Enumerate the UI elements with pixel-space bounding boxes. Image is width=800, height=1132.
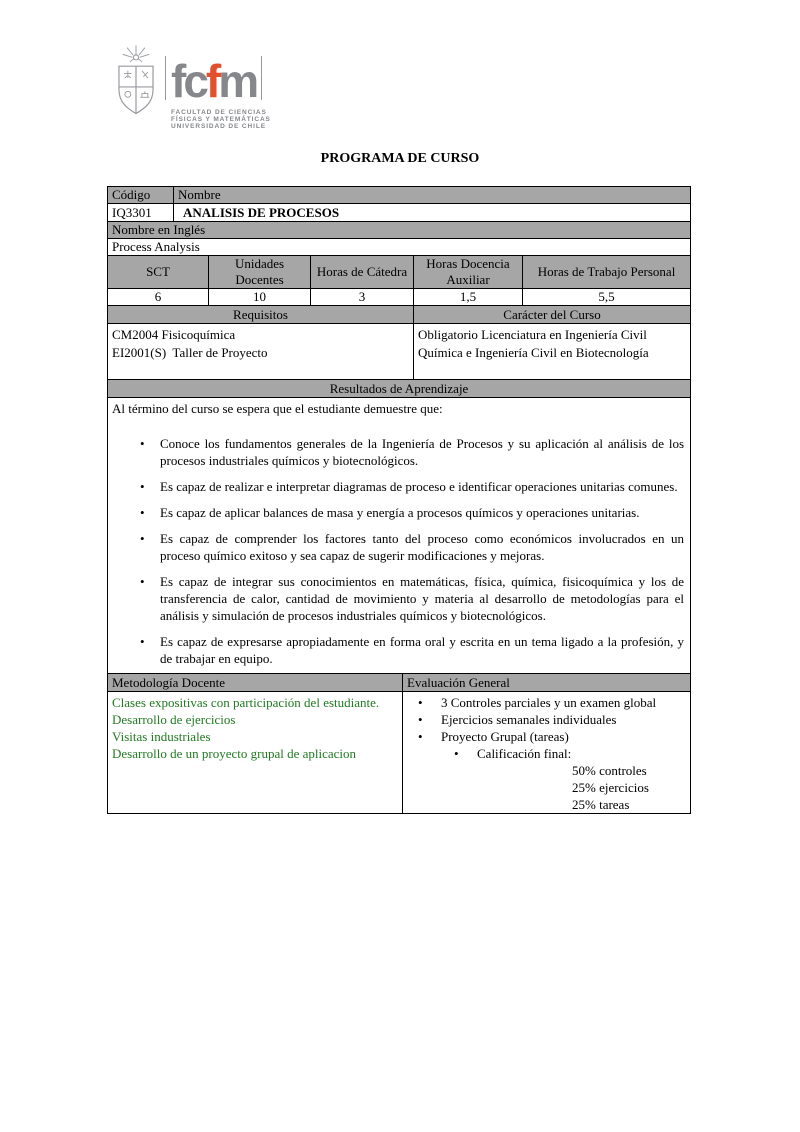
logo-right-rule <box>261 56 262 100</box>
table-row <box>108 239 691 256</box>
caracter-header-cell: Carácter del Curso <box>414 306 691 324</box>
table-row <box>108 380 691 398</box>
logo-wordmark <box>165 44 271 108</box>
wordmark-m: m <box>218 55 257 108</box>
sct-value-cell: 6 <box>108 289 209 306</box>
wordmark-fc: fc <box>171 55 206 108</box>
methodology-item-1: Clases expositivas con participación del estudiante. <box>112 695 380 710</box>
nombre-value-cell: ANALISIS DE PROCESOS <box>174 204 691 222</box>
page-title: PROGRAMA DE CURSO <box>320 151 480 166</box>
grade-breakdown-3: 25% tareas <box>572 797 630 812</box>
catedra-header-cell: Horas de Cátedra <box>311 256 414 289</box>
sct-header-cell: SCT <box>108 256 209 289</box>
trabajo-personal-value-cell: 5,5 <box>523 289 691 306</box>
table-row <box>108 398 691 674</box>
methodology-item-3: Visitas industriales <box>112 729 211 744</box>
table-row <box>108 204 691 222</box>
grade-breakdown-1: 50% controles <box>572 763 647 778</box>
table-row <box>108 256 691 289</box>
logo-subtitle-line2: FÍSICAS Y MATEMÁTICAS <box>171 116 271 124</box>
docencia-aux-header-cell: Horas Docencia Auxiliar <box>414 256 523 289</box>
document-content <box>107 186 690 814</box>
table-row <box>108 222 691 239</box>
requisitos-value-cell <box>108 324 414 380</box>
requisito-1: CM2004 Fisicoquímica <box>112 327 236 342</box>
codigo-header-cell: Código <box>108 187 174 204</box>
logo-subtitle-line1: FACULTAD DE CIENCIAS <box>171 109 267 116</box>
methodology-item-4: Desarrollo de un proyecto grupal de aplicacion <box>112 746 357 761</box>
catedra-value-cell: 3 <box>311 289 414 306</box>
table-row <box>108 306 691 324</box>
codigo-value-cell: IQ3301 <box>108 204 174 222</box>
nombre-ingles-value-cell: Process Analysis <box>108 239 691 256</box>
unidades-header-cell: Unidades Docentes <box>209 256 311 289</box>
resultados-content-cell <box>108 398 691 674</box>
methodology-evaluation-table <box>107 673 691 814</box>
docencia-aux-value-cell: 1,5 <box>414 289 523 306</box>
evaluation-bullet-2: • Ejercicios semanales individuales <box>407 711 686 728</box>
logo-text-block <box>165 44 271 130</box>
outcome-bullet-5: • Es capaz de integrar sus conocimientos en matemáticas, física, química, fisicoquímica y los de transferencia de calor, cantidad de movimiento y materia al desarrollo de metodologías para el análisis y simulación de procesos industriales químicos y biotecnológicos. <box>112 573 686 624</box>
evaluacion-content-cell <box>403 692 691 814</box>
evaluation-bullet-3: • Proyecto Grupal (tareas) <box>407 728 686 745</box>
table-row <box>108 324 691 380</box>
wordmark-f-orange: f <box>205 55 219 108</box>
outcome-bullet-6: • Es capaz de expresarse apropiadamente en forma oral y escrita en un tema ligado a la profesión, y de trabajar en equipo. <box>112 633 686 667</box>
outcomes-intro: Al término del curso se espera que el estudiante demuestre que: <box>112 401 443 416</box>
trabajo-personal-header-cell: Horas de Trabajo Personal <box>523 256 691 289</box>
metodologia-content-cell <box>108 692 403 814</box>
table-row <box>108 692 691 814</box>
caracter-value-cell: Obligatorio Licenciatura en Ingeniería Civil Química e Ingeniería Civil en Biotecnología <box>414 324 691 380</box>
methodology-item-2: Desarrollo de ejercicios <box>112 712 236 727</box>
unidades-value-cell: 10 <box>209 289 311 306</box>
requisitos-header-cell: Requisitos <box>108 306 414 324</box>
table-row <box>108 289 691 306</box>
logo-subtitle <box>165 109 271 130</box>
grade-breakdown-2: 25% ejercicios <box>572 780 649 795</box>
nombre-header-cell: Nombre <box>174 187 691 204</box>
outcome-bullet-4: • Es capaz de comprender los factores tanto del proceso como económicos involucrados en un proceso químico exitoso y sea capaz de sugerir modificaciones y mejoras. <box>112 530 686 564</box>
nombre-ingles-header-cell: Nombre en Inglés <box>108 222 691 239</box>
fcfm-logo <box>113 44 271 130</box>
metodologia-header-cell: Metodología Docente <box>108 674 403 692</box>
evaluation-bullet-1: • 3 Controles parciales y un examen global <box>407 694 686 711</box>
logo-subtitle-line3: UNIVERSIDAD DE CHILE <box>171 123 266 131</box>
table-row <box>108 187 691 204</box>
outcome-bullet-3: • Es capaz de aplicar balances de masa y energía a procesos químicos y operaciones unitarias. <box>112 504 686 521</box>
outcome-bullet-2: • Es capaz de realizar e interpretar diagramas de proceso e identificar operaciones unitarias comunes. <box>112 478 686 495</box>
university-emblem-icon <box>113 44 159 118</box>
course-info-table <box>107 186 691 674</box>
table-row <box>108 674 691 692</box>
requisito-2: EI2001(S) Taller de Proyecto <box>112 345 268 360</box>
resultados-header-cell: Resultados de Aprendizaje <box>108 380 691 398</box>
evaluation-sub-bullet: • Calificación final: <box>407 745 686 762</box>
outcome-bullet-1: • Conoce los fundamentos generales de la Ingeniería de Procesos y su aplicación al análisis de los procesos industriales químicos y biotecnológicos. <box>112 435 686 469</box>
evaluacion-header-cell: Evaluación General <box>403 674 691 692</box>
